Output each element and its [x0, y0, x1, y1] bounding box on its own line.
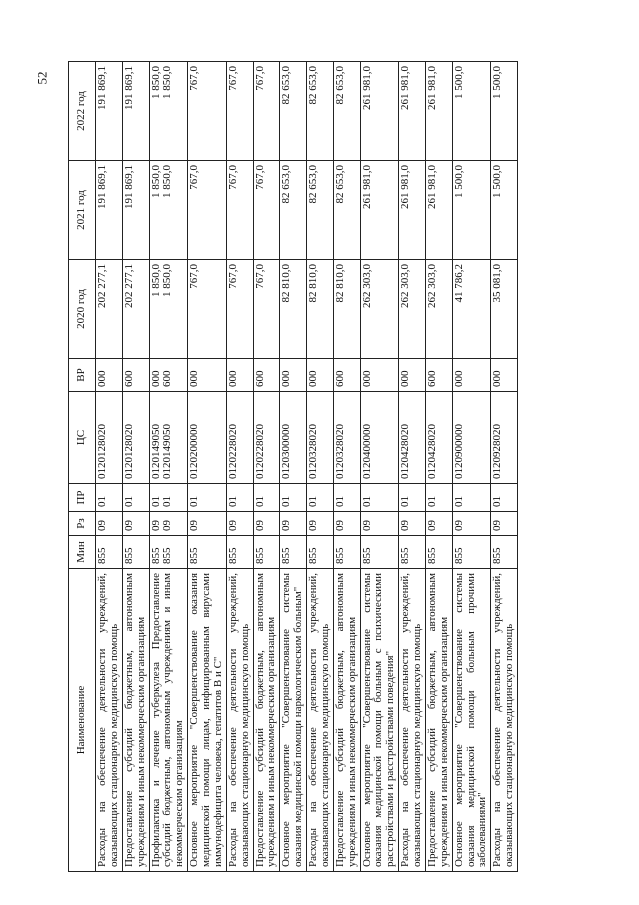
- cell-line: 855: [149, 547, 162, 564]
- cell-name: Основное мероприятие "Совершенствование системы оказания медицинской помощи больным прочими заболеваниями": [452, 569, 491, 872]
- cell-y2022: 1 500,0: [491, 62, 518, 161]
- cell-rz: 09: [399, 512, 426, 536]
- cell-vr: 000: [280, 359, 307, 392]
- table-row: [96, 62, 123, 872]
- cell-name: Основное мероприятие "Совершенствование системы оказания медицинской помощи наркологическим больным": [280, 569, 307, 872]
- cell-name: Расходы на обеспечение деятельности учреждений, оказывающих стационарную медицинскую помощь: [491, 569, 518, 872]
- cell-min: 855: [280, 536, 307, 569]
- cell-name: Профилактика и лечение туберкулеза Предоставление субсидий бюджетным, автономным учреждениям и иным некоммерческим организациям: [149, 569, 188, 872]
- cell-cs: 0120328020: [307, 392, 334, 484]
- table-row: [399, 62, 426, 872]
- cell-cs: 0120400000: [360, 392, 399, 484]
- cell-rz: 09: [188, 512, 227, 536]
- cell-y2021: 767,0: [226, 161, 253, 260]
- cell-pr: 01: [399, 484, 426, 512]
- cell-cs: 0120128020: [122, 392, 149, 484]
- cell-line: 0120149050: [149, 424, 162, 479]
- rotated-page: [68, 62, 598, 872]
- cell-y2020: 82 810,0: [280, 260, 307, 359]
- header-cs: ЦС: [69, 392, 96, 484]
- cell-y2022: 261 981,0: [399, 62, 426, 161]
- page-number: 52: [34, 71, 50, 85]
- cell-y2020: 767,0: [226, 260, 253, 359]
- cell-pr: 01: [188, 484, 227, 512]
- cell-rz: [149, 512, 188, 536]
- cell-min: 855: [360, 536, 399, 569]
- table-row: [425, 62, 452, 872]
- cell-y2021: [149, 161, 188, 260]
- table-row: [333, 62, 360, 872]
- cell-y2022: 767,0: [226, 62, 253, 161]
- cell-y2020: 262 303,0: [360, 260, 399, 359]
- cell-rz: 09: [253, 512, 280, 536]
- cell-pr: 01: [122, 484, 149, 512]
- cell-min: 855: [96, 536, 123, 569]
- header-pr: ПР: [69, 484, 96, 512]
- cell-y2022: [149, 62, 188, 161]
- cell-y2022: 261 981,0: [425, 62, 452, 161]
- cell-name: Предоставление субсидий бюджетным, автономным учреждениям и иным некоммерческим организациям: [122, 569, 149, 872]
- cell-vr: 000: [452, 359, 491, 392]
- header-vr: ВР: [69, 359, 96, 392]
- cell-line: 1 850,0: [161, 66, 174, 99]
- cell-rz: 09: [333, 512, 360, 536]
- cell-y2021: 1 500,0: [452, 161, 491, 260]
- cell-y2021: 261 981,0: [399, 161, 426, 260]
- table-row: [307, 62, 334, 872]
- cell-cs: 0120928020: [491, 392, 518, 484]
- cell-cs: 0120228020: [226, 392, 253, 484]
- cell-y2020: [149, 260, 188, 359]
- cell-min: 855: [425, 536, 452, 569]
- cell-rz: 09: [122, 512, 149, 536]
- cell-name: Основное мероприятие "Совершенствование системы оказания медицинской помощи больным с психическими расстройствами и расстройствами поведения": [360, 569, 399, 872]
- cell-vr: 600: [333, 359, 360, 392]
- cell-min: 855: [307, 536, 334, 569]
- cell-pr: 01: [96, 484, 123, 512]
- cell-y2020: 35 081,0: [491, 260, 518, 359]
- table-body: [96, 62, 518, 872]
- cell-y2020: 262 303,0: [399, 260, 426, 359]
- cell-line: 1 850,0: [161, 264, 174, 297]
- cell-cs: [149, 392, 188, 484]
- cell-pr: 01: [333, 484, 360, 512]
- cell-vr: 000: [360, 359, 399, 392]
- cell-line: 1 850,0: [149, 165, 162, 198]
- cell-vr: 600: [122, 359, 149, 392]
- cell-vr: 000: [226, 359, 253, 392]
- cell-vr: 000: [399, 359, 426, 392]
- cell-y2020: 82 810,0: [333, 260, 360, 359]
- cell-line: 1 850,0: [161, 165, 174, 198]
- cell-line: 01: [161, 496, 174, 507]
- cell-y2021: 191 869,1: [122, 161, 149, 260]
- cell-y2020: 262 303,0: [425, 260, 452, 359]
- cell-cs: 0120328020: [333, 392, 360, 484]
- table-row: [149, 62, 188, 872]
- cell-y2021: 261 981,0: [425, 161, 452, 260]
- cell-rz: 09: [425, 512, 452, 536]
- cell-min: 855: [491, 536, 518, 569]
- cell-name: Расходы на обеспечение деятельности учреждений, оказывающих стационарную медицинскую помощь: [399, 569, 426, 872]
- cell-name: Расходы на обеспечение деятельности учреждений, оказывающих стационарную медицинскую помощь: [307, 569, 334, 872]
- cell-y2021: 767,0: [253, 161, 280, 260]
- cell-rz: 09: [226, 512, 253, 536]
- cell-name: Предоставление субсидий бюджетным, автономным учреждениям и иным некоммерческим организациям: [333, 569, 360, 872]
- cell-vr: 000: [188, 359, 227, 392]
- cell-pr: 01: [452, 484, 491, 512]
- cell-cs: 0120128020: [96, 392, 123, 484]
- header-name: Наименование: [69, 569, 96, 872]
- cell-name: Расходы на обеспечение деятельности учреждений, оказывающих стационарную медицинскую помощь: [226, 569, 253, 872]
- cell-y2021: 261 981,0: [360, 161, 399, 260]
- cell-y2022: 767,0: [188, 62, 227, 161]
- cell-pr: 01: [491, 484, 518, 512]
- cell-y2021: 82 653,0: [307, 161, 334, 260]
- cell-rz: 09: [307, 512, 334, 536]
- cell-min: 855: [399, 536, 426, 569]
- cell-pr: 01: [425, 484, 452, 512]
- header-2020: 2020 год: [69, 260, 96, 359]
- cell-y2021: 82 653,0: [280, 161, 307, 260]
- cell-rz: 09: [452, 512, 491, 536]
- cell-line: 855: [161, 547, 174, 564]
- budget-table: [68, 61, 518, 872]
- cell-y2022: 191 869,1: [122, 62, 149, 161]
- cell-line: 01: [149, 496, 162, 507]
- cell-cs: 0120428020: [425, 392, 452, 484]
- cell-cs: 0120200000: [188, 392, 227, 484]
- cell-y2020: 82 810,0: [307, 260, 334, 359]
- table-row: [491, 62, 518, 872]
- cell-rz: 09: [96, 512, 123, 536]
- cell-line: 09: [161, 520, 174, 531]
- cell-y2021: 82 653,0: [333, 161, 360, 260]
- cell-pr: 01: [280, 484, 307, 512]
- cell-rz: 09: [360, 512, 399, 536]
- cell-cs: 0120300000: [280, 392, 307, 484]
- cell-line: 600: [161, 370, 174, 387]
- cell-pr: 01: [360, 484, 399, 512]
- cell-y2020: 41 786,2: [452, 260, 491, 359]
- cell-min: [149, 536, 188, 569]
- cell-line: 1 850,0: [149, 264, 162, 297]
- cell-pr: 01: [226, 484, 253, 512]
- cell-y2022: 82 653,0: [307, 62, 334, 161]
- cell-vr: 000: [96, 359, 123, 392]
- cell-cs: 0120428020: [399, 392, 426, 484]
- cell-min: 855: [122, 536, 149, 569]
- cell-name: Предоставление субсидий бюджетным, автономным учреждениям и иным некоммерческим организациям: [425, 569, 452, 872]
- cell-rz: 09: [280, 512, 307, 536]
- table-row: [226, 62, 253, 872]
- cell-min: 855: [333, 536, 360, 569]
- cell-y2020: 767,0: [188, 260, 227, 359]
- table-row: [122, 62, 149, 872]
- cell-vr: 600: [253, 359, 280, 392]
- cell-vr: 000: [307, 359, 334, 392]
- cell-y2022: 191 869,1: [96, 62, 123, 161]
- header-2021: 2021 год: [69, 161, 96, 260]
- cell-vr: 600: [425, 359, 452, 392]
- cell-rz: 09: [491, 512, 518, 536]
- table-row: [188, 62, 227, 872]
- cell-pr: [149, 484, 188, 512]
- table-row: [253, 62, 280, 872]
- cell-vr: 000: [491, 359, 518, 392]
- cell-y2022: 82 653,0: [280, 62, 307, 161]
- table-row: [452, 62, 491, 872]
- cell-y2022: 1 500,0: [452, 62, 491, 161]
- cell-name: Основное мероприятие "Совершенствование оказания медицинской помощи лицам, инфицированным вирусами иммунодефицита человека, гепатитов В и С": [188, 569, 227, 872]
- cell-y2020: 202 277,1: [122, 260, 149, 359]
- table-header-row: [69, 62, 96, 872]
- cell-cs: 0120228020: [253, 392, 280, 484]
- header-min: Мин: [69, 536, 96, 569]
- cell-y2021: 1 500,0: [491, 161, 518, 260]
- cell-vr: [149, 359, 188, 392]
- table-row: [360, 62, 399, 872]
- cell-name: Предоставление субсидий бюджетным, автономным учреждениям и иным некоммерческим организациям: [253, 569, 280, 872]
- cell-y2020: 767,0: [253, 260, 280, 359]
- cell-min: 855: [226, 536, 253, 569]
- cell-y2020: 202 277,1: [96, 260, 123, 359]
- cell-min: 855: [253, 536, 280, 569]
- cell-line: 0120149050: [161, 424, 174, 479]
- cell-y2022: 767,0: [253, 62, 280, 161]
- cell-min: 855: [188, 536, 227, 569]
- cell-line: 000: [149, 370, 162, 387]
- cell-y2021: 767,0: [188, 161, 227, 260]
- cell-name: Расходы на обеспечение деятельности учреждений, оказывающих стационарную медицинскую помощь: [96, 569, 123, 872]
- cell-y2022: 82 653,0: [333, 62, 360, 161]
- header-rz: Рз: [69, 512, 96, 536]
- cell-pr: 01: [253, 484, 280, 512]
- cell-min: 855: [452, 536, 491, 569]
- header-2022: 2022 год: [69, 62, 96, 161]
- cell-y2021: 191 869,1: [96, 161, 123, 260]
- cell-pr: 01: [307, 484, 334, 512]
- cell-line: 1 850,0: [149, 66, 162, 99]
- cell-cs: 0120900000: [452, 392, 491, 484]
- cell-y2022: 261 981,0: [360, 62, 399, 161]
- table-row: [280, 62, 307, 872]
- cell-line: 09: [149, 520, 162, 531]
